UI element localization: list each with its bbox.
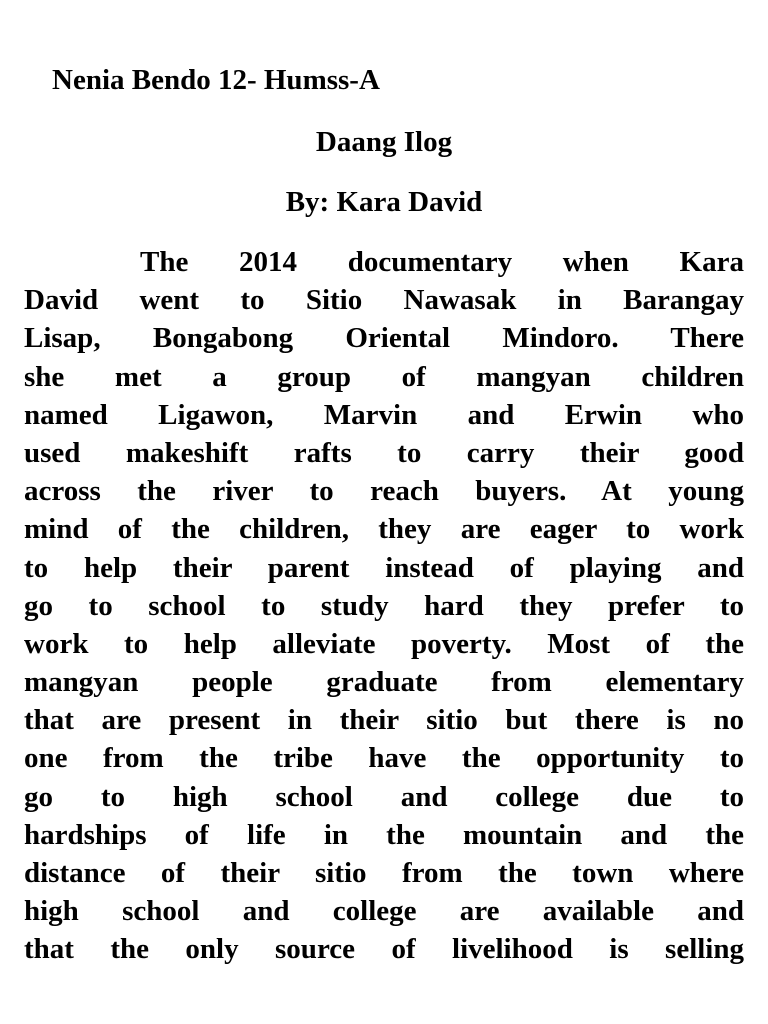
document-byline: By: Kara David bbox=[285, 186, 483, 218]
body-paragraph bbox=[24, 243, 744, 969]
paragraph-line: across the river to reach buyers. At young bbox=[24, 475, 744, 508]
student-header: Nenia Bendo 12- Humss-A bbox=[52, 64, 380, 96]
paragraph-line: go to high school and college due to bbox=[24, 780, 744, 813]
paragraph-line: mind of the children, they are eager to work bbox=[24, 513, 744, 546]
paragraph-line: high school and college are available and bbox=[24, 895, 744, 928]
paragraph-line: David went to Sitio Nawasak in Barangay bbox=[24, 284, 744, 317]
paragraph-line: used makeshift rafts to carry their good bbox=[24, 436, 744, 469]
paragraph-line: work to help alleviate poverty. Most of the bbox=[24, 627, 744, 660]
paragraph-line: go to school to study hard they prefer to bbox=[24, 589, 744, 622]
paragraph-line: that the only source of livelihood is selling bbox=[24, 933, 744, 966]
paragraph-line: to help their parent instead of playing and bbox=[24, 551, 744, 584]
paragraph-line: hardships of life in the mountain and the bbox=[24, 818, 744, 851]
paragraph-line: distance of their sitio from the town where bbox=[24, 857, 744, 889]
paragraph-line: The 2014 documentary when Kara bbox=[140, 246, 744, 278]
paragraph-line: named Ligawon, Marvin and Erwin who bbox=[24, 398, 744, 431]
paragraph-line: Lisap, Bongabong Oriental Mindoro. There bbox=[24, 322, 744, 355]
paragraph-line: she met a group of mangyan children bbox=[24, 360, 744, 393]
paragraph-line: one from the tribe have the opportunity to bbox=[24, 742, 744, 775]
paragraph-line: mangyan people graduate from elementary bbox=[24, 666, 744, 699]
paragraph-line: that are present in their sitio but there is no bbox=[24, 704, 744, 737]
document-title: Daang Ilog bbox=[315, 126, 453, 158]
